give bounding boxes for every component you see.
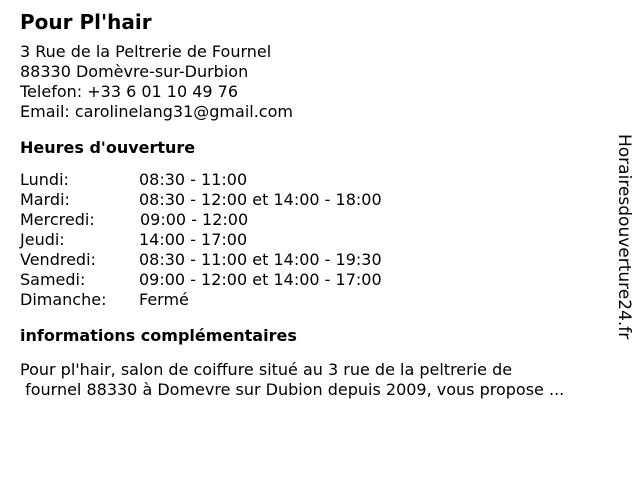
day-hours: 14:00 - 17:00 [139, 230, 248, 249]
contact-block [20, 42, 620, 122]
info-text-line: fournel 88330 à Domevre sur Dubion depuis 2009, vous propose ... [20, 380, 565, 399]
hours-row-monday [20, 170, 620, 190]
day-label: Dimanche: [20, 290, 107, 309]
day-hours: 08:30 - 11:00 et 14:00 - 19:30 [139, 250, 382, 269]
day-hours: 08:30 - 12:00 et 14:00 - 18:00 [139, 190, 382, 209]
day-hours: 08:30 - 11:00 [139, 170, 248, 189]
day-hours: Fermé [139, 290, 189, 309]
day-label: Vendredi: [20, 250, 96, 269]
hours-row-friday [20, 250, 620, 270]
hours-row-tuesday [20, 190, 620, 210]
hours-row-sunday [20, 290, 620, 310]
site-watermark: Horairesdouverture24.fr [614, 134, 634, 340]
info-text-line: Pour pl'hair, salon de coiffure situé au 3 rue de la peltrerie de [20, 360, 513, 379]
hours-row-thursday [20, 230, 620, 250]
day-label: Samedi: [20, 270, 86, 289]
opening-hours-table [20, 170, 620, 310]
postal-city: 88330 Domèvre-sur-Durbion [20, 62, 249, 81]
day-hours: 09:00 - 12:00 [140, 210, 249, 229]
day-label: Jeudi: [20, 230, 65, 249]
hours-row-wednesday [20, 210, 620, 230]
phone-line: Telefon: +33 6 01 10 49 76 [20, 82, 239, 101]
additional-info-text [20, 360, 620, 400]
day-label: Lundi: [20, 170, 69, 189]
additional-info-heading: informations complémentaires [20, 326, 297, 345]
hours-row-saturday [20, 270, 620, 290]
opening-hours-heading: Heures d'ouverture [20, 138, 196, 157]
day-label: Mardi: [20, 190, 70, 209]
day-hours: 09:00 - 12:00 et 14:00 - 17:00 [139, 270, 382, 289]
business-info-card [20, 8, 620, 400]
business-name: Pour Pl'hair [20, 10, 152, 34]
day-label: Mercredi: [20, 210, 95, 229]
email-line: Email: carolinelang31@gmail.com [20, 102, 293, 121]
street-address: 3 Rue de la Peltrerie de Fournel [20, 42, 272, 61]
